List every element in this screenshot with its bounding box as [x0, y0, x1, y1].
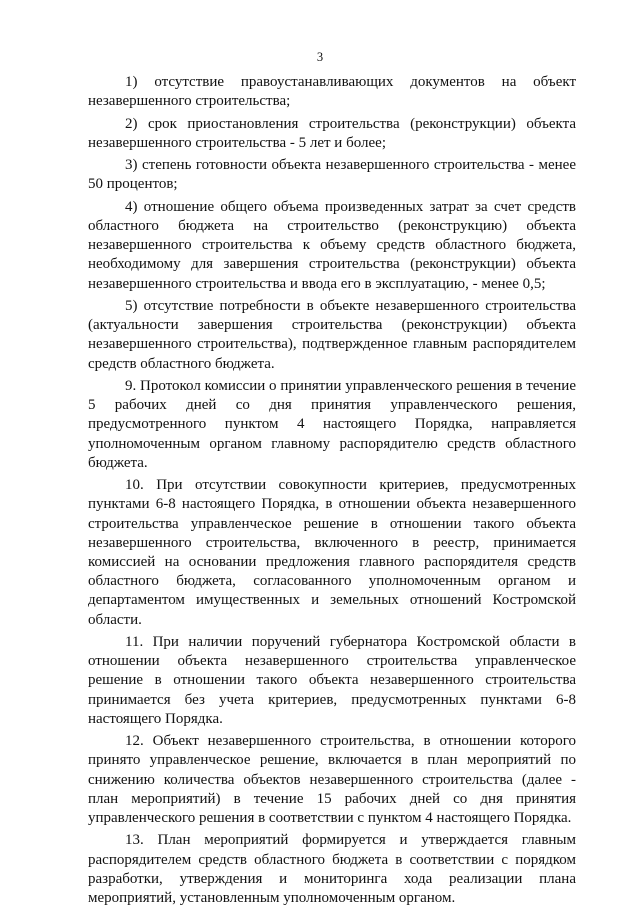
page-number: 3 [316, 50, 324, 64]
paragraph-item-10: 10. При отсутствии совокупности критериев, предусмотренных пунктами 6-8 настоящего Порядка, в отношении объекта незавершенного строительства управленческое решение в отношении такого объекта незавершенного строительства, включенного в реестр, принимается комиссией на основании предложения главного распорядителя средств областного бюджета, согласованного уполномоченным органом и департаментом имущественных и земельных отношений Костромской области. [88, 477, 576, 628]
paragraph-criterion-4: 4) отношение общего объема произведенных затрат за счет средств областного бюджета на строительство (реконструкцию) объекта незавершенного строительства к объему средств областного бюджета, необходимому для завершения строительства (реконструкции) объекта незавершенного строительства и ввода его в эксплуатацию, - менее 0,5; [88, 198, 576, 292]
paragraph-item-13: 13. План мероприятий формируется и утверждается главным распорядителем средств областного бюджета в соответствии с порядком разработки, утверждения и мониторинга хода реализации плана мероприятий, установленным уполномоченным органом. [88, 832, 576, 907]
paragraph-item-9: 9. Протокол комиссии о принятии управленческого решения в течение 5 рабочих дней со дня принятия управленческого решения, предусмотренного пунктом 4 настоящего Порядка, направляется уполномоченным органом главному распорядителю средств областного бюджета. [88, 377, 576, 471]
paragraph-item-12: 12. Объект незавершенного строительства, в отношении которого принято управленческое решение, включается в план мероприятий по снижению количества объектов незавершенного строительства (далее - план мероприятий) в течение 15 рабочих дней со дня принятия управленческого решения в соответствии с пунктом 4 настоящего Порядка. [88, 733, 576, 827]
paragraph-item-11: 11. При наличии поручений губернатора Костромской области в отношении объекта незавершенного строительства управленческое решение в отношении такого объекта незавершенного строительства принимается без учета критериев, предусмотренных пунктами 6-8 настоящего Порядка. [88, 634, 576, 727]
paragraph-criterion-2: 2) срок приостановления строительства (реконструкции) объекта незавершенного строительства - 5 лет и более; [88, 115, 576, 151]
paragraph-criterion-1: 1) отсутствие правоустанавливающих документов на объект незавершенного строительства; [88, 74, 576, 110]
document-body [88, 73, 576, 911]
paragraph-criterion-3: 3) степень готовности объекта незавершенного строительства - менее 50 процентов; [88, 157, 576, 193]
paragraph-criterion-5: 5) отсутствие потребности в объекте незавершенного строительства (актуальности завершения строительства (реконструкции) объекта незавершенного строительства), подтвержденное главным распорядителем средств областного бюджета. [88, 297, 576, 372]
